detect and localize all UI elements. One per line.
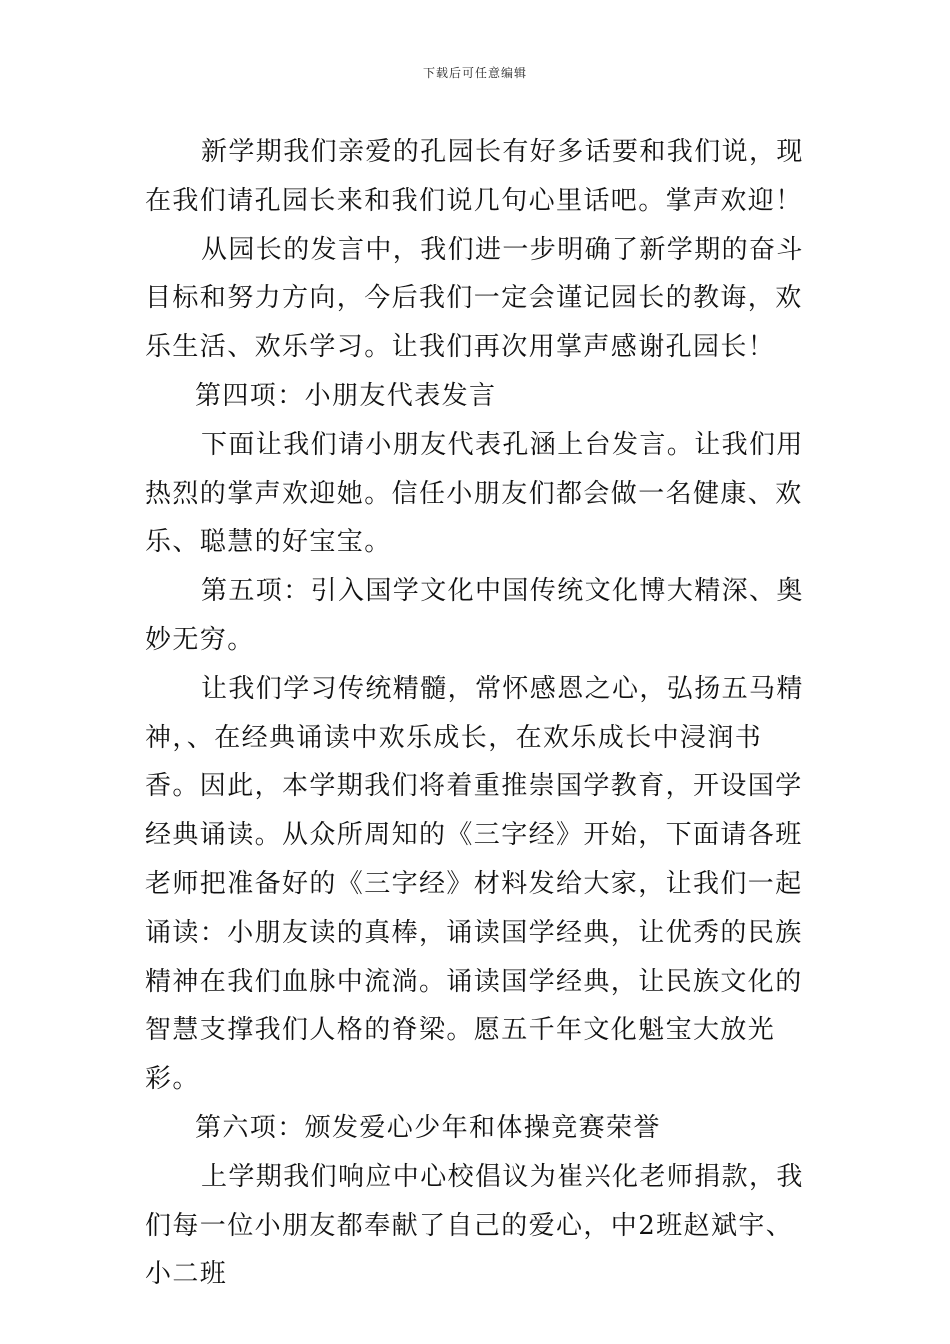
agenda-item-six: 第六项：颁发爱心少年和体操竞赛荣誉 bbox=[195, 1112, 661, 1143]
document-body bbox=[145, 128, 810, 1299]
agenda-item-four: 第四项：小朋友代表发言 bbox=[195, 380, 497, 411]
paragraph-child-representative: 下面让我们请小朋友代表孔涵上台发言。让我们用热烈的掌声欢迎她。信任小朋友们都会做一名健康、欢乐、聪慧的好宝宝。 bbox=[145, 429, 804, 558]
agenda-item-five: 第五项：引入国学文化中国传统文化博大精深、奥妙无穷。 bbox=[145, 576, 804, 655]
paragraph-principal-speech-thanks: 从园长的发言中，我们进一步明确了新学期的奋斗目标和努力方向，今后我们一定会谨记园长的教诲，欢乐生活、欢乐学习。让我们再次用掌声感谢孔园长！ bbox=[145, 234, 804, 363]
paragraph-donation: 上学期我们响应中心校倡议为崔兴化老师捐款，我们每一位小朋友都奉献了自己的爱心，中2班赵斌宇、小二班 bbox=[145, 1161, 804, 1290]
paragraph-principal-speech-intro: 新学期我们亲爱的孔园长有好多话要和我们说，现在我们请孔园长来和我们说几句心里话吧。掌声欢迎！ bbox=[145, 137, 804, 216]
paragraph-classics-reading: 让我们学习传统精髓，常怀感恩之心，弘扬五马精神，、在经典诵读中欢乐成长，在欢乐成长中浸润书香。因此，本学期我们将着重推崇国学教育，开设国学经典诵读。从众所周知的《三字经》开始，下面请各班老师把准备好的《三字经》材料发给大家，让我们一起诵读：小朋友读的真棒，诵读国学经典，让优秀的民族精神在我们血脉中流淌。诵读国学经典，让民族文化的智慧支撑我们人格的脊梁。愿五千年文化魁宝大放光彩。 bbox=[145, 673, 804, 1095]
page-header-note: 下载后可任意编辑 bbox=[422, 66, 527, 80]
